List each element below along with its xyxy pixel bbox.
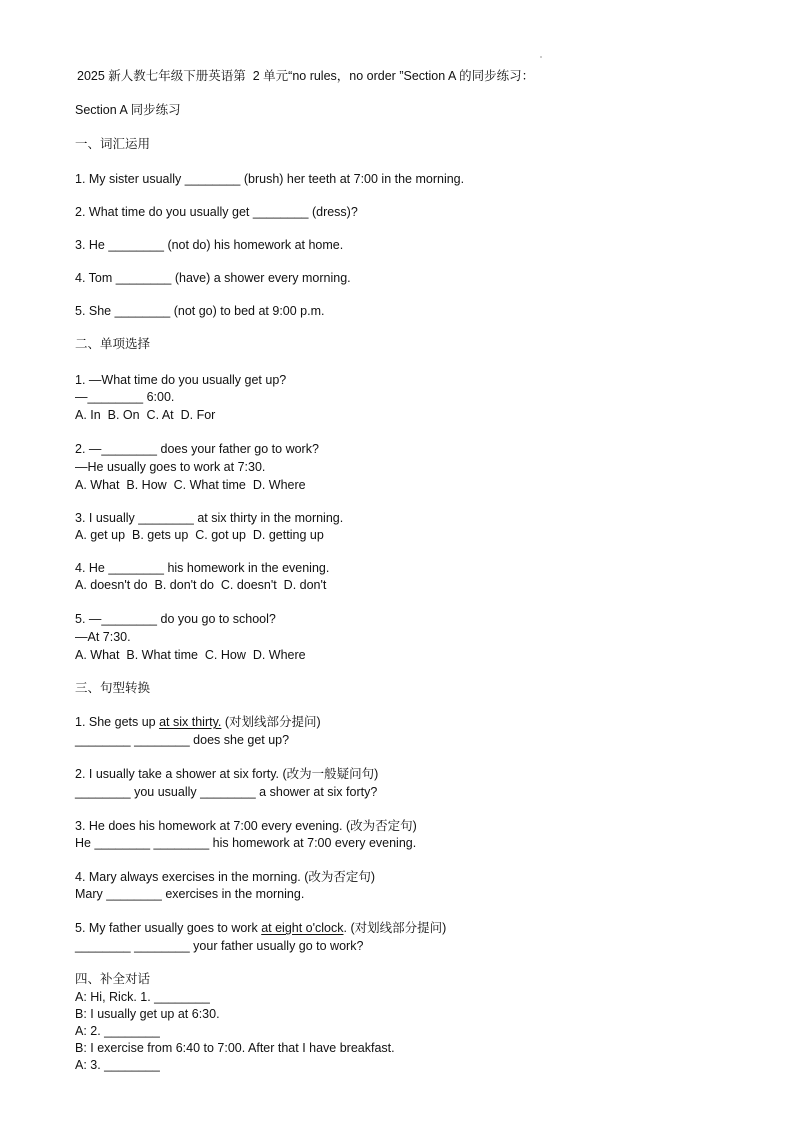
transform-q1-underlined: at six thirty.	[159, 715, 222, 729]
section-heading-multiple-choice: 二、单项选择	[75, 337, 151, 351]
mc-q2-stem: 2. —________ does your father go to work?	[75, 442, 319, 456]
mc-q4-stem: 4. He ________ his homework in the evening.	[75, 561, 330, 575]
dialogue-line-1: A: Hi, Rick. 1. ________	[75, 990, 210, 1004]
section-subtitle: Section A 同步练习	[75, 103, 181, 117]
mc-q2-options: A. What B. How C. What time D. Where	[75, 478, 306, 492]
section-heading-vocabulary: 一、词汇运用	[75, 137, 151, 151]
transform-q5-underlined: at eight o'clock	[261, 921, 344, 935]
transform-q5-answer: ________ ________ your father usually go to work?	[75, 939, 364, 953]
transform-q3: 3. He does his homework at 7:00 every evening. (改为否定句)	[75, 819, 417, 833]
vocab-question-3: 3. He ________ (not do) his homework at home.	[75, 238, 344, 252]
dialogue-line-2: B: I usually get up at 6:30.	[75, 1007, 220, 1021]
transform-q5-post: . (对划线部分提问)	[343, 921, 447, 935]
mc-q5-options: A. What B. What time C. How D. Where	[75, 648, 306, 662]
mc-q1-answer: —________ 6:00.	[75, 390, 175, 404]
transform-q1	[75, 714, 321, 731]
mc-q2-answer: —He usually goes to work at 7:30.	[75, 460, 266, 474]
page-mark	[540, 56, 542, 58]
vocab-question-1: 1. My sister usually ________ (brush) her teeth at 7:00 in the morning.	[75, 172, 465, 186]
transform-q5-pre: 5. My father usually goes to work	[75, 921, 262, 935]
mc-q3-stem: 3. I usually ________ at six thirty in the morning.	[75, 511, 344, 525]
transform-q2: 2. I usually take a shower at six forty. (改为一般疑问句)	[75, 767, 379, 781]
mc-q5-answer: —At 7:30.	[75, 630, 131, 644]
dialogue-line-4: B: I exercise from 6:40 to 7:00. After that I have breakfast.	[75, 1041, 395, 1055]
transform-q1-pre: 1. She gets up	[75, 715, 160, 729]
dialogue-line-5: A: 3. ________	[75, 1058, 160, 1072]
mc-q1-stem: 1. —What time do you usually get up?	[75, 373, 287, 387]
document-title: 2025 新人教七年级下册英语第 2 单元“no rules，no order ”Section A 的同步练习：	[77, 69, 535, 83]
transform-q1-answer: ________ ________ does she get up?	[75, 733, 290, 747]
vocab-question-2: 2. What time do you usually get ________ (dress)?	[75, 205, 358, 219]
transform-q3-answer: He ________ ________ his homework at 7:00 every evening.	[75, 836, 417, 850]
transform-q2-answer: ________ you usually ________ a shower at six forty?	[75, 785, 378, 799]
mc-q4-options: A. doesn't do B. don't do C. doesn't D. don't	[75, 578, 327, 592]
transform-q1-post: (对划线部分提问)	[221, 715, 321, 729]
mc-q3-options: A. get up B. gets up C. got up D. getting up	[75, 528, 324, 542]
transform-q4-answer: Mary ________ exercises in the morning.	[75, 887, 305, 901]
transform-q5	[75, 920, 446, 937]
dialogue-line-3: A: 2. ________	[75, 1024, 160, 1038]
vocab-question-4: 4. Tom ________ (have) a shower every morning.	[75, 271, 351, 285]
section-heading-dialogue: 四、补全对话	[75, 972, 151, 986]
vocab-question-5: 5. She ________ (not go) to bed at 9:00 p.m.	[75, 304, 325, 318]
section-heading-sentence-transformation: 三、句型转换	[75, 681, 151, 695]
transform-q4: 4. Mary always exercises in the morning. (改为否定句)	[75, 870, 376, 884]
mc-q1-options: A. In B. On C. At D. For	[75, 408, 216, 422]
mc-q5-stem: 5. —________ do you go to school?	[75, 612, 276, 626]
